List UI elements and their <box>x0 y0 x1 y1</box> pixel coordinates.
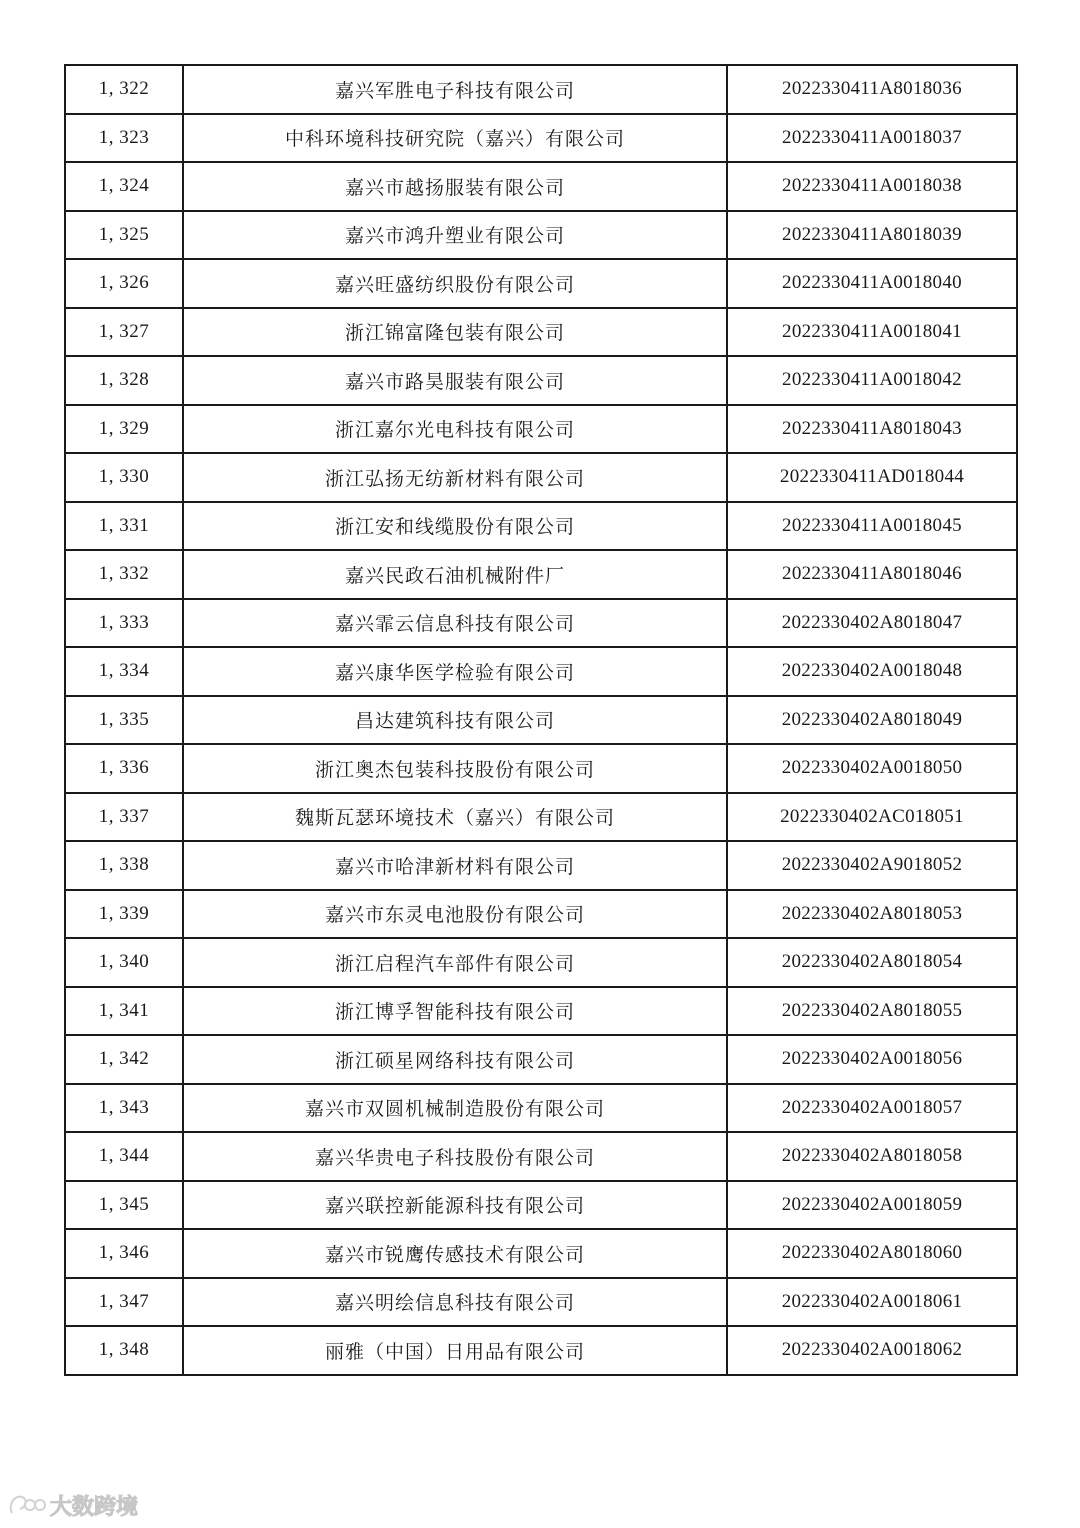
registration-code: 2022330411A0018041 <box>727 308 1017 357</box>
registration-code: 2022330402AC018051 <box>727 793 1017 842</box>
registration-code: 2022330411A0018040 <box>727 259 1017 308</box>
table-row <box>65 550 1017 599</box>
company-name: 浙江锦富隆包装有限公司 <box>183 308 727 357</box>
table-row <box>65 453 1017 502</box>
row-number: 1, 347 <box>65 1278 183 1327</box>
registration-code: 2022330411A8018036 <box>727 65 1017 114</box>
row-number: 1, 344 <box>65 1132 183 1181</box>
table-row <box>65 1084 1017 1133</box>
table-row <box>65 744 1017 793</box>
company-name: 浙江博孚智能科技有限公司 <box>183 987 727 1036</box>
company-name: 嘉兴华贵电子科技股份有限公司 <box>183 1132 727 1181</box>
company-name: 昌达建筑科技有限公司 <box>183 696 727 745</box>
watermark <box>6 1490 138 1521</box>
company-name: 嘉兴市越扬服装有限公司 <box>183 162 727 211</box>
company-name: 浙江嘉尔光电科技有限公司 <box>183 405 727 454</box>
registration-code: 2022330411A0018038 <box>727 162 1017 211</box>
row-number: 1, 346 <box>65 1229 183 1278</box>
row-number: 1, 333 <box>65 599 183 648</box>
row-number: 1, 339 <box>65 890 183 939</box>
table-row <box>65 211 1017 260</box>
registration-code: 2022330402A0018057 <box>727 1084 1017 1133</box>
registration-code: 2022330402A0018061 <box>727 1278 1017 1327</box>
registration-code: 2022330411A8018046 <box>727 550 1017 599</box>
company-name: 浙江硕星网络科技有限公司 <box>183 1035 727 1084</box>
company-name: 嘉兴军胜电子科技有限公司 <box>183 65 727 114</box>
company-name: 嘉兴民政石油机械附件厂 <box>183 550 727 599</box>
row-number: 1, 328 <box>65 356 183 405</box>
enterprise-registry-table <box>64 64 1018 1376</box>
brand-logo-icon <box>6 1491 46 1521</box>
registration-code: 2022330402A8018058 <box>727 1132 1017 1181</box>
row-number: 1, 337 <box>65 793 183 842</box>
row-number: 1, 323 <box>65 114 183 163</box>
row-number: 1, 325 <box>65 211 183 260</box>
registration-code: 2022330402A8018055 <box>727 987 1017 1036</box>
company-name: 嘉兴市东灵电池股份有限公司 <box>183 890 727 939</box>
table-row <box>65 647 1017 696</box>
row-number: 1, 338 <box>65 841 183 890</box>
row-number: 1, 341 <box>65 987 183 1036</box>
table-row <box>65 356 1017 405</box>
registration-code: 2022330411A0018037 <box>727 114 1017 163</box>
registration-code: 2022330402A0018059 <box>727 1181 1017 1230</box>
document-page <box>64 64 1016 1376</box>
company-name: 嘉兴康华医学检验有限公司 <box>183 647 727 696</box>
registration-code: 2022330402A8018047 <box>727 599 1017 648</box>
table-row <box>65 162 1017 211</box>
row-number: 1, 324 <box>65 162 183 211</box>
table-row <box>65 1326 1017 1375</box>
row-number: 1, 342 <box>65 1035 183 1084</box>
company-name: 嘉兴市哈津新材料有限公司 <box>183 841 727 890</box>
company-name: 嘉兴市双圆机械制造股份有限公司 <box>183 1084 727 1133</box>
table-row <box>65 841 1017 890</box>
registration-code: 2022330411A8018039 <box>727 211 1017 260</box>
table-row <box>65 1035 1017 1084</box>
company-name: 嘉兴霏云信息科技有限公司 <box>183 599 727 648</box>
table-row <box>65 696 1017 745</box>
registration-code: 2022330402A8018054 <box>727 938 1017 987</box>
row-number: 1, 348 <box>65 1326 183 1375</box>
company-name: 浙江启程汽车部件有限公司 <box>183 938 727 987</box>
company-name: 丽雅（中国）日用品有限公司 <box>183 1326 727 1375</box>
watermark-text: 大数跨境 <box>50 1495 139 1520</box>
table-row <box>65 1229 1017 1278</box>
registration-code: 2022330402A0018056 <box>727 1035 1017 1084</box>
table-row <box>65 502 1017 551</box>
table-row <box>65 938 1017 987</box>
table-row <box>65 114 1017 163</box>
table-row <box>65 308 1017 357</box>
row-number: 1, 329 <box>65 405 183 454</box>
registration-code: 2022330402A8018049 <box>727 696 1017 745</box>
company-name: 嘉兴市锐鹰传感技术有限公司 <box>183 1229 727 1278</box>
table-row <box>65 793 1017 842</box>
row-number: 1, 322 <box>65 65 183 114</box>
row-number: 1, 340 <box>65 938 183 987</box>
registration-code: 2022330411A8018043 <box>727 405 1017 454</box>
registration-code: 2022330402A0018062 <box>727 1326 1017 1375</box>
company-name: 中科环境科技研究院（嘉兴）有限公司 <box>183 114 727 163</box>
registration-code: 2022330402A8018053 <box>727 890 1017 939</box>
table-row <box>65 405 1017 454</box>
row-number: 1, 332 <box>65 550 183 599</box>
registration-code: 2022330402A9018052 <box>727 841 1017 890</box>
company-name: 浙江奥杰包装科技股份有限公司 <box>183 744 727 793</box>
table-row <box>65 890 1017 939</box>
table-body <box>65 65 1017 1375</box>
row-number: 1, 326 <box>65 259 183 308</box>
company-name: 魏斯瓦瑟环境技术（嘉兴）有限公司 <box>183 793 727 842</box>
registration-code: 2022330402A0018050 <box>727 744 1017 793</box>
table-row <box>65 987 1017 1036</box>
row-number: 1, 343 <box>65 1084 183 1133</box>
row-number: 1, 334 <box>65 647 183 696</box>
registration-code: 2022330402A0018048 <box>727 647 1017 696</box>
table-row <box>65 599 1017 648</box>
company-name: 嘉兴联控新能源科技有限公司 <box>183 1181 727 1230</box>
company-name: 嘉兴市鸿升塑业有限公司 <box>183 211 727 260</box>
table-row <box>65 65 1017 114</box>
registration-code: 2022330402A8018060 <box>727 1229 1017 1278</box>
company-name: 嘉兴市路昊服装有限公司 <box>183 356 727 405</box>
table-row <box>65 1132 1017 1181</box>
company-name: 浙江弘扬无纺新材料有限公司 <box>183 453 727 502</box>
table-row <box>65 1278 1017 1327</box>
row-number: 1, 336 <box>65 744 183 793</box>
registration-code: 2022330411A0018042 <box>727 356 1017 405</box>
registration-code: 2022330411A0018045 <box>727 502 1017 551</box>
row-number: 1, 335 <box>65 696 183 745</box>
company-name: 浙江安和线缆股份有限公司 <box>183 502 727 551</box>
company-name: 嘉兴明绘信息科技有限公司 <box>183 1278 727 1327</box>
row-number: 1, 327 <box>65 308 183 357</box>
row-number: 1, 345 <box>65 1181 183 1230</box>
row-number: 1, 331 <box>65 502 183 551</box>
registration-code: 2022330411AD018044 <box>727 453 1017 502</box>
table-row <box>65 1181 1017 1230</box>
row-number: 1, 330 <box>65 453 183 502</box>
table-row <box>65 259 1017 308</box>
company-name: 嘉兴旺盛纺织股份有限公司 <box>183 259 727 308</box>
